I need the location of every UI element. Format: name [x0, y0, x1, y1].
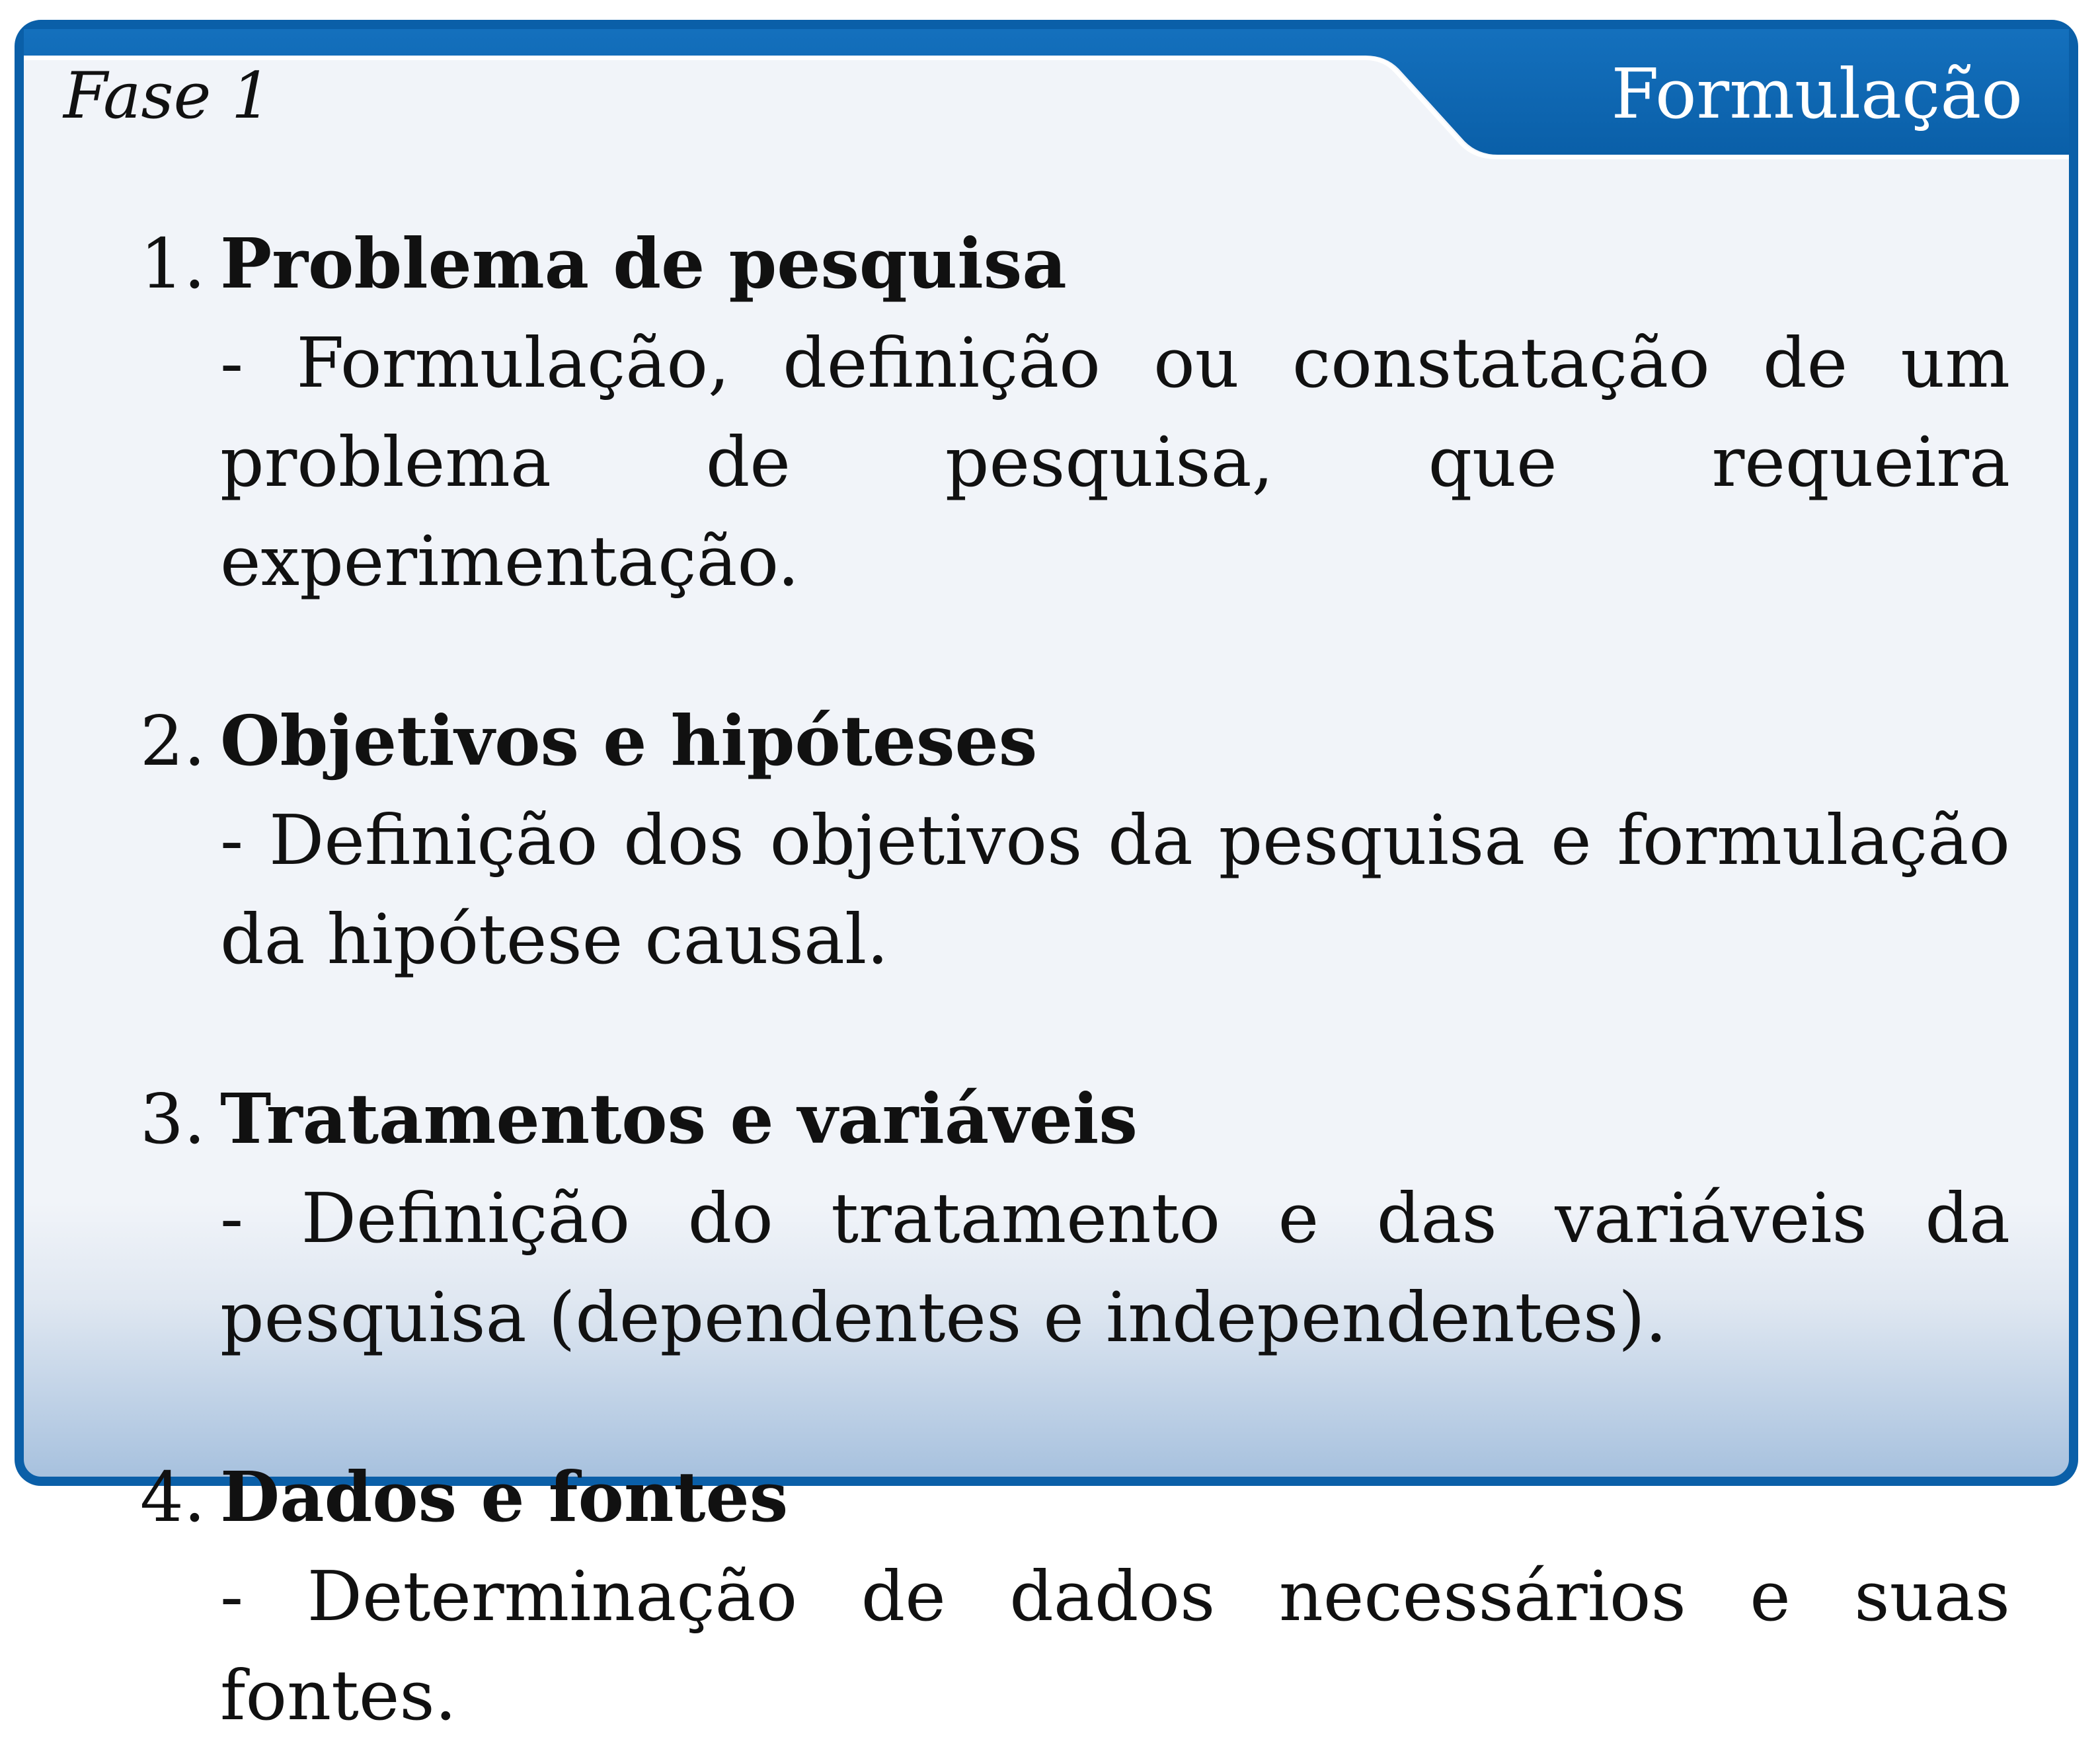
list-item-number: 4. [139, 1457, 206, 1537]
list-item-description: - Definição dos objetivos da pesquisa e formulação da hipótese causal. [220, 800, 2010, 980]
list-item-heading [120, 1448, 2010, 1547]
enumerated-list [120, 214, 2010, 1745]
list-item [120, 1069, 2010, 1367]
list-item-heading [120, 1069, 2010, 1169]
phase-label: Fase 1 [63, 59, 272, 133]
list-item-number: 3. [139, 1079, 206, 1159]
list-item-title: Tratamentos e variáveis [220, 1078, 1138, 1159]
list-item [120, 214, 2010, 611]
list-item-title: Problema de pesquisa [220, 223, 1067, 304]
list-item-number: 2. [139, 701, 206, 781]
list-item-description: - Formulação, definição ou constatação de um problema de pesquisa, que requeira experimentação. [220, 323, 2010, 601]
list-item-description: - Determinação de dados necessários e suas fontes. [220, 1556, 2010, 1736]
list-item-number: 1. [139, 223, 206, 304]
list-item-title: Objetivos e hipóteses [220, 700, 1038, 781]
list-item-heading [120, 691, 2010, 791]
list-item-description: - Definição do tratamento e das variáveis da pesquisa (dependentes e independentes). [220, 1178, 2010, 1358]
phase-card [15, 20, 2078, 1736]
list-item-heading [120, 214, 2010, 313]
list-item [120, 1448, 2010, 1745]
list-item [120, 691, 2010, 989]
list-item-title: Dados e fontes [220, 1456, 789, 1537]
section-title: Formulação [1611, 54, 2023, 134]
